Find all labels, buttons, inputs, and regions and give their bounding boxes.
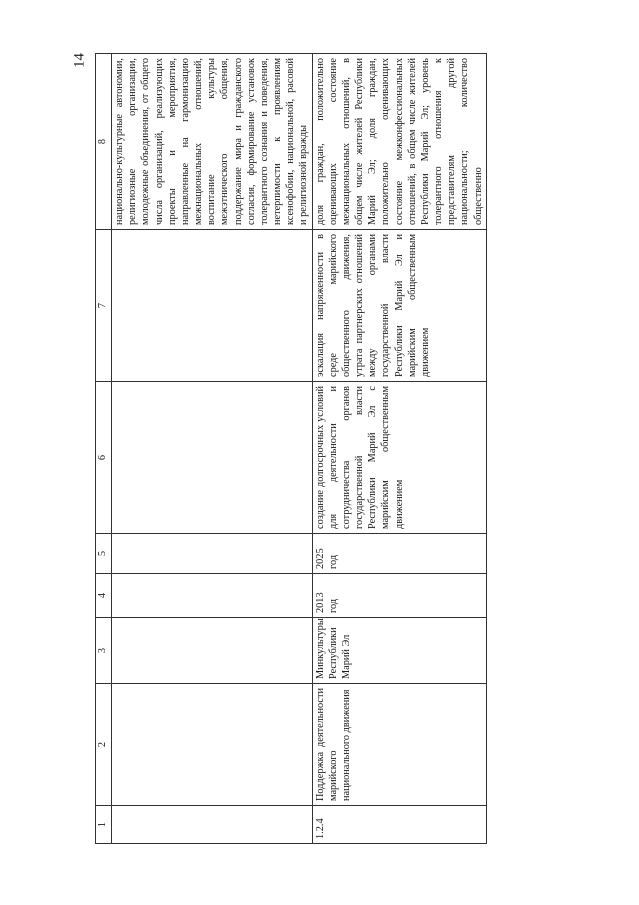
measure-number: 1.2.4 <box>312 806 486 844</box>
expected-result: создание долгосрочных условий для деятельности и сотрудничества органов государственной власти Республики Марий Эл с марийским общественным движением <box>312 382 486 534</box>
column-number-row <box>96 54 112 844</box>
measure-name: Поддержка деятельности марийского национального движения <box>312 684 486 806</box>
empty-cell <box>112 684 313 806</box>
column-number: 3 <box>96 618 112 684</box>
column-number: 1 <box>96 806 112 844</box>
empty-cell <box>112 230 313 382</box>
column-number: 8 <box>96 54 112 230</box>
page-number: 14 <box>71 53 88 68</box>
non-implementation-consequences: эскалация напряженности в среде марийского общественного движения, утрата партнерских отношений между органами государственной власти Республики Марий Эл и марийским общественным движением <box>312 230 486 382</box>
continuation-row <box>112 54 313 844</box>
end-year: 2025 год <box>312 534 486 574</box>
continuation-indicators-cell: национально-культурные автономии, религиозные организации, молодежные объединения, от общего числа организаций, реализующих проекты и мероприятия, направленные на гармонизацию межнациональных отношений, воспитание культуры межэтнического общения, поддержание мира и гражданского согласия, формирование установок толерантного сознания и поведения, нетерпимости к проявлениям ксенофобии, национальной, расовой и религиозной вражды <box>112 54 313 230</box>
column-number: 2 <box>96 684 112 806</box>
column-number: 5 <box>96 534 112 574</box>
column-number: 4 <box>96 574 112 618</box>
empty-cell <box>112 382 313 534</box>
empty-cell <box>112 806 313 844</box>
rotated-table-sheet <box>95 54 525 844</box>
empty-cell <box>112 618 313 684</box>
program-measures-table <box>95 53 487 844</box>
empty-cell <box>112 574 313 618</box>
table-row <box>312 54 486 844</box>
related-indicators: доля граждан, положительно оценивающих состояние межнациональных отношений, в общем числе жителей Республики Марий Эл; доля граждан, положительно оценивающих состояние межконфессиональных отношений, в общем числе жителей Республики Марий Эл; уровень толерантного отношения к представителям другой национальности; количество общественно <box>312 54 486 230</box>
column-number: 6 <box>96 382 112 534</box>
start-year: 2013 год <box>312 574 486 618</box>
column-number: 7 <box>96 230 112 382</box>
executor: Минкультуры Республики Марий Эл <box>312 618 486 684</box>
empty-cell <box>112 534 313 574</box>
